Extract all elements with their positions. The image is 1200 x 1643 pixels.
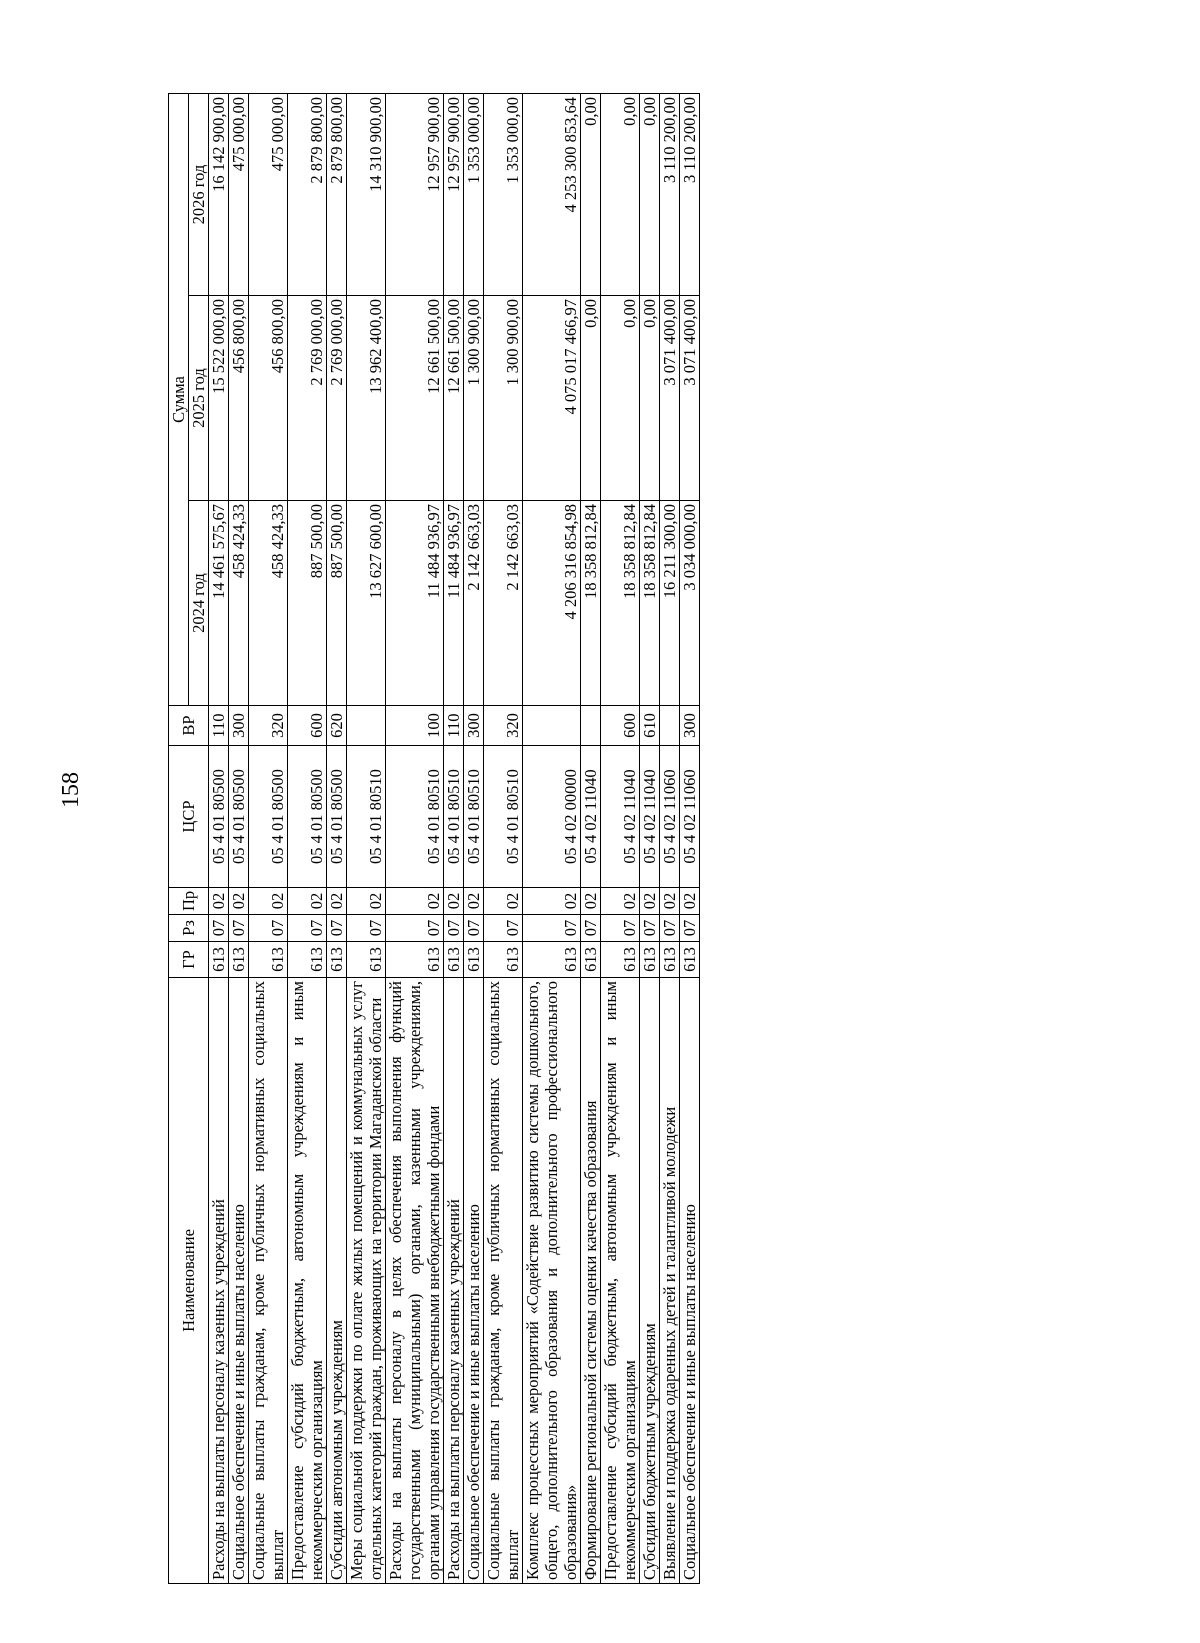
cell-pr: 02	[209, 888, 229, 915]
cell-rz: 07	[327, 915, 347, 942]
cell-2026: 0,00	[581, 93, 601, 295]
cell-2026: 2 879 800,00	[327, 93, 347, 295]
cell-vr: 620	[327, 706, 347, 746]
cell-pr: 02	[229, 888, 249, 915]
header-2026: 2026 год	[189, 93, 209, 295]
cell-2024: 4 206 316 854,98	[523, 501, 581, 706]
cell-name: Социальные выплаты гражданам, кроме публичных нормативных социальных выплат	[249, 978, 288, 1584]
cell-2026: 0,00	[640, 93, 660, 295]
cell-2026: 475 000,00	[249, 93, 288, 295]
header-vr: ВР	[169, 706, 209, 746]
cell-csr: 05 4 02 00000	[523, 746, 581, 888]
cell-name: Расходы на выплаты персоналу казенных учреждений	[444, 978, 464, 1584]
cell-2025: 2 769 000,00	[327, 296, 347, 501]
cell-name: Социальное обеспечение и иные выплаты населению	[464, 978, 484, 1584]
cell-rz: 07	[209, 915, 229, 942]
cell-2024: 11 484 936,97	[386, 501, 444, 706]
cell-rz: 07	[229, 915, 249, 942]
cell-2024: 18 358 812,84	[581, 501, 601, 706]
cell-csr: 05 4 01 80500	[229, 746, 249, 888]
cell-rz: 07	[640, 915, 660, 942]
cell-name: Социальное обеспечение и иные выплаты населению	[229, 978, 249, 1584]
cell-2024: 458 424,33	[229, 501, 249, 706]
header-row-1	[169, 93, 189, 1583]
cell-pr: 02	[680, 888, 700, 915]
cell-rz: 07	[444, 915, 464, 942]
cell-rz: 07	[386, 915, 444, 942]
cell-2024: 18 358 812,84	[601, 501, 640, 706]
cell-csr: 05 4 01 80510	[464, 746, 484, 888]
cell-pr: 02	[640, 888, 660, 915]
cell-rz: 07	[680, 915, 700, 942]
cell-csr: 05 4 01 80500	[327, 746, 347, 888]
table-body	[209, 93, 700, 1583]
cell-gr: 613	[386, 942, 444, 978]
cell-2026: 4 253 300 853,64	[523, 93, 581, 295]
cell-csr: 05 4 01 80510	[484, 746, 523, 888]
table-row	[347, 93, 386, 1583]
cell-vr: 300	[229, 706, 249, 746]
cell-name: Формирование региональной системы оценки качества образования	[581, 978, 601, 1584]
table-row	[523, 93, 581, 1583]
cell-vr: 110	[444, 706, 464, 746]
cell-name: Предоставление субсидий бюджетным, автономным учреждениям и иным некоммерческим организациям	[601, 978, 640, 1584]
cell-2024: 18 358 812,84	[640, 501, 660, 706]
cell-vr: 110	[209, 706, 229, 746]
cell-gr: 613	[229, 942, 249, 978]
cell-vr: 600	[601, 706, 640, 746]
cell-2026: 16 142 900,00	[209, 93, 229, 295]
cell-vr: 300	[464, 706, 484, 746]
cell-name: Расходы на выплаты персоналу казенных учреждений	[209, 978, 229, 1584]
cell-2024: 3 034 000,00	[680, 501, 700, 706]
cell-gr: 613	[581, 942, 601, 978]
cell-2025: 12 661 500,00	[444, 296, 464, 501]
cell-pr: 02	[327, 888, 347, 915]
cell-rz: 07	[523, 915, 581, 942]
cell-csr: 05 4 01 80500	[249, 746, 288, 888]
header-csr: ЦСР	[169, 746, 209, 888]
table-row	[327, 93, 347, 1583]
cell-pr: 02	[484, 888, 523, 915]
cell-2025: 0,00	[640, 296, 660, 501]
table-row	[386, 93, 444, 1583]
cell-name: Комплекс процессных мероприятий «Содействие развитию системы дошкольного, общего, дополнительного образования и дополнительного профессионального образования»	[523, 978, 581, 1584]
cell-pr: 02	[581, 888, 601, 915]
table-row	[444, 93, 464, 1583]
cell-csr: 05 4 01 80510	[386, 746, 444, 888]
cell-rz: 07	[288, 915, 327, 942]
cell-pr: 02	[386, 888, 444, 915]
cell-gr: 613	[464, 942, 484, 978]
cell-2026: 12 957 900,00	[386, 93, 444, 295]
header-name: Наименование	[169, 978, 209, 1584]
cell-name: Социальное обеспечение и иные выплаты населению	[680, 978, 700, 1584]
cell-2026: 3 110 200,00	[660, 93, 680, 295]
cell-2026: 475 000,00	[229, 93, 249, 295]
cell-vr: 320	[249, 706, 288, 746]
cell-2025: 456 800,00	[229, 296, 249, 501]
cell-2025: 456 800,00	[249, 296, 288, 501]
cell-rz: 07	[347, 915, 386, 942]
cell-2025: 2 769 000,00	[288, 296, 327, 501]
cell-vr	[347, 706, 386, 746]
cell-gr: 613	[523, 942, 581, 978]
table-row	[288, 93, 327, 1583]
table-row	[464, 93, 484, 1583]
cell-vr: 320	[484, 706, 523, 746]
cell-2025: 4 075 017 466,97	[523, 296, 581, 501]
cell-2024: 2 142 663,03	[464, 501, 484, 706]
cell-gr: 613	[209, 942, 229, 978]
cell-csr: 05 4 01 80500	[288, 746, 327, 888]
cell-gr: 613	[484, 942, 523, 978]
table-row	[601, 93, 640, 1583]
cell-gr: 613	[660, 942, 680, 978]
cell-gr: 613	[640, 942, 660, 978]
table-row	[249, 93, 288, 1583]
cell-2026: 14 310 900,00	[347, 93, 386, 295]
cell-vr	[660, 706, 680, 746]
cell-name: Субсидии бюджетным учреждениям	[640, 978, 660, 1584]
header-pr: Пр	[169, 888, 209, 915]
cell-csr: 05 4 02 11060	[660, 746, 680, 888]
cell-2026: 12 957 900,00	[444, 93, 464, 295]
header-gr: ГР	[169, 942, 209, 978]
cell-pr: 02	[288, 888, 327, 915]
cell-2026: 1 353 000,00	[484, 93, 523, 295]
cell-2024: 458 424,33	[249, 501, 288, 706]
header-rz: Рз	[169, 915, 209, 942]
cell-csr: 05 4 01 80510	[444, 746, 464, 888]
table-row	[680, 93, 700, 1583]
cell-csr: 05 4 01 80510	[347, 746, 386, 888]
cell-2024: 16 211 300,00	[660, 501, 680, 706]
table-row	[484, 93, 523, 1583]
cell-csr: 05 4 02 11040	[581, 746, 601, 888]
cell-name: Предоставление субсидий бюджетным, автономным учреждениям и иным некоммерческим организациям	[288, 978, 327, 1584]
cell-vr: 600	[288, 706, 327, 746]
cell-gr: 613	[347, 942, 386, 978]
cell-rz: 07	[484, 915, 523, 942]
header-sum: Сумма	[169, 93, 189, 705]
cell-gr: 613	[249, 942, 288, 978]
cell-2025: 0,00	[581, 296, 601, 501]
cell-gr: 613	[327, 942, 347, 978]
cell-pr: 02	[249, 888, 288, 915]
cell-2024: 11 484 936,97	[444, 501, 464, 706]
cell-gr: 613	[601, 942, 640, 978]
cell-csr: 05 4 02 11040	[601, 746, 640, 888]
cell-2025: 1 300 900,00	[464, 296, 484, 501]
cell-pr: 02	[523, 888, 581, 915]
cell-pr: 02	[444, 888, 464, 915]
cell-2025: 15 522 000,00	[209, 296, 229, 501]
cell-2025: 13 962 400,00	[347, 296, 386, 501]
cell-rz: 07	[464, 915, 484, 942]
budget-table	[168, 93, 700, 1584]
cell-vr: 100	[386, 706, 444, 746]
table-row	[229, 93, 249, 1583]
table-row	[209, 93, 229, 1583]
cell-vr: 610	[640, 706, 660, 746]
cell-vr	[581, 706, 601, 746]
cell-rz: 07	[601, 915, 640, 942]
cell-2025: 3 071 400,00	[680, 296, 700, 501]
cell-2026: 1 353 000,00	[464, 93, 484, 295]
table-row	[581, 93, 601, 1583]
cell-pr: 02	[347, 888, 386, 915]
cell-rz: 07	[581, 915, 601, 942]
header-2025: 2025 год	[189, 296, 209, 501]
cell-rz: 07	[249, 915, 288, 942]
rotated-page	[168, 94, 1088, 1584]
cell-2025: 0,00	[601, 296, 640, 501]
cell-csr: 05 4 02 11040	[640, 746, 660, 888]
cell-pr: 02	[601, 888, 640, 915]
cell-name: Меры социальной поддержки по оплате жилых помещений и коммунальных услуг отдельных категорий граждан, проживающих на территории Магаданской области	[347, 978, 386, 1584]
cell-name: Субсидии автономным учреждениям	[327, 978, 347, 1584]
cell-2024: 887 500,00	[288, 501, 327, 706]
cell-2025: 3 071 400,00	[660, 296, 680, 501]
cell-pr: 02	[660, 888, 680, 915]
cell-name: Расходы на выплаты персоналу в целях обеспечения выполнения функций государственными (муниципальными) органами, казенными учреждениями, органами управления государственными внебюджетными фондами	[386, 978, 444, 1584]
cell-name: Социальные выплаты гражданам, кроме публичных нормативных социальных выплат	[484, 978, 523, 1584]
cell-csr: 05 4 01 80500	[209, 746, 229, 888]
cell-2025: 1 300 900,00	[484, 296, 523, 501]
cell-vr: 300	[680, 706, 700, 746]
cell-rz: 07	[660, 915, 680, 942]
cell-gr: 613	[444, 942, 464, 978]
cell-2024: 14 461 575,67	[209, 501, 229, 706]
header-2024: 2024 год	[189, 501, 209, 706]
table-row	[660, 93, 680, 1583]
cell-gr: 613	[680, 942, 700, 978]
cell-2024: 887 500,00	[327, 501, 347, 706]
cell-2026: 3 110 200,00	[680, 93, 700, 295]
cell-gr: 613	[288, 942, 327, 978]
page-number: 158	[58, 772, 84, 808]
cell-2026: 2 879 800,00	[288, 93, 327, 295]
cell-csr: 05 4 02 11060	[680, 746, 700, 888]
cell-2024: 2 142 663,03	[484, 501, 523, 706]
cell-2025: 12 661 500,00	[386, 296, 444, 501]
cell-pr: 02	[464, 888, 484, 915]
cell-name: Выявление и поддержка одаренных детей и талантливой молодежи	[660, 978, 680, 1584]
cell-2026: 0,00	[601, 93, 640, 295]
cell-2024: 13 627 600,00	[347, 501, 386, 706]
table-row	[640, 93, 660, 1583]
cell-vr	[523, 706, 581, 746]
